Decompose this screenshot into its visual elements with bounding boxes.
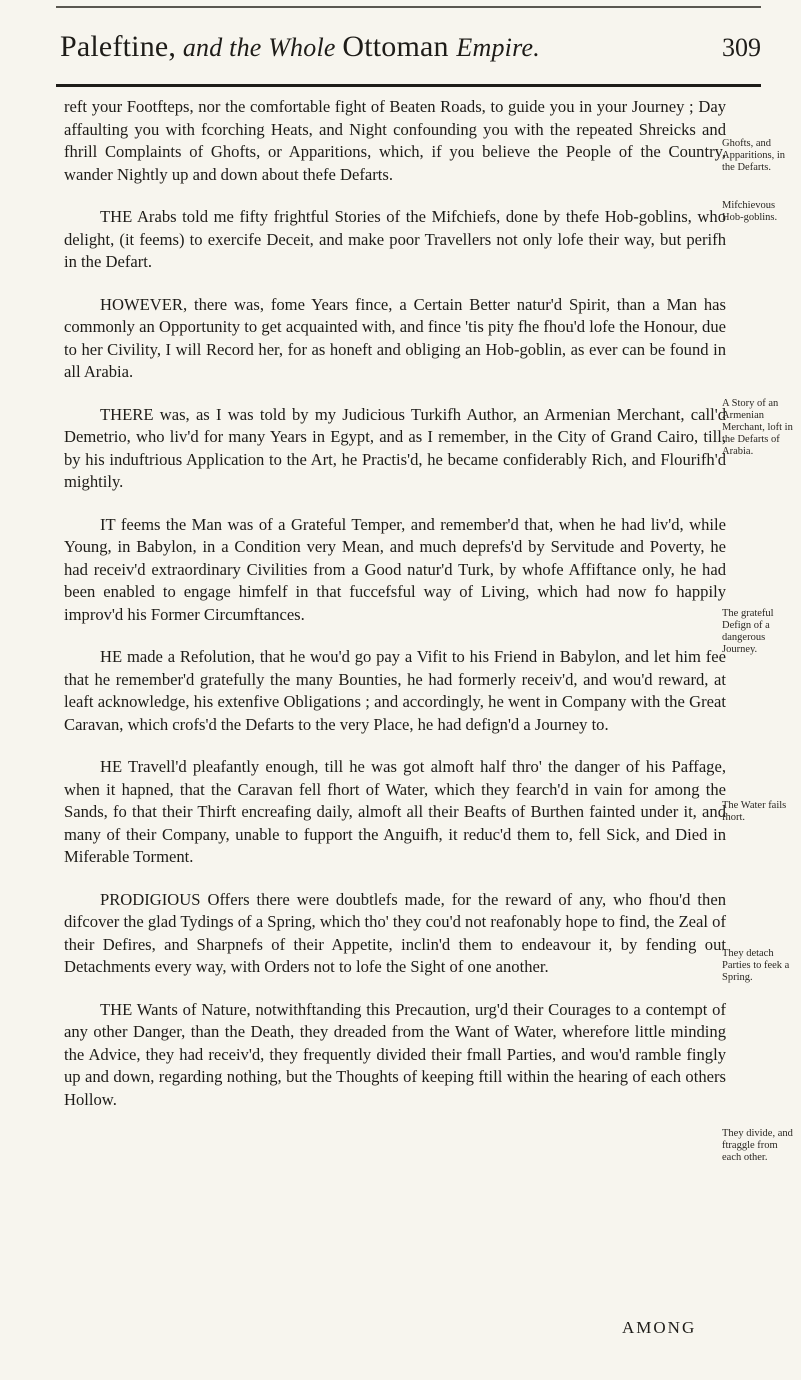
running-head-part: Paleftine, [60, 30, 177, 63]
margin-note: A Story of an Armenian Merchant, loft in the Defarts of Arabia. [722, 398, 793, 457]
page-header [60, 30, 761, 80]
running-head-part: and the Whole [176, 33, 343, 62]
running-head [60, 30, 540, 64]
paragraph: THE Arabs told me fifty frightful Stories of the Mifchiefs, done by thefe Hob-goblins, who delight, (it feems) to exercife Deceit, and make poor Travellers not only lofe their way, but perifh in the Defart. [64, 207, 726, 271]
paragraph: HE Travell'd pleafantly enough, till he was got almoft half thro' the danger of his Paffage, when it hapned, that the Caravan fell fhort of Water, which they fearch'd in vain for among the Sands, fo that their Thirft encreafing daily, almoft all their Beafts of Burthen fainted under it, and many of their Company, unable to fupport the Anguifh, it reduc'd them to, fell Sick, and Died in Miferable Torment. [64, 757, 726, 866]
running-head-part: Ottoman [342, 30, 457, 63]
page-number: 309 [722, 33, 761, 62]
paragraph: IT feems the Man was of a Grateful Temper, and remember'd that, when he had liv'd, while Young, in Babylon, in a Condition very Mean, and much deprefs'd by Servitude and Poverty, he had receiv'd extraordinary Civilities from a Good natur'd Turk, by whofe Affiftance only, he had been enabled to engage himfelf in that fuccefsful way of Living, which had now fo happily improv'd his Former Circumftances. [64, 514, 726, 624]
running-head-part: Empire. [456, 33, 540, 62]
header-rule [56, 84, 761, 87]
margin-note: Ghofts, and Apparitions, in the Defarts. [722, 138, 785, 173]
top-rule [56, 6, 761, 8]
margin-note: The grateful Defign of a dangerous Journey. [722, 608, 774, 655]
margin-note: The Water fails fhort. [722, 800, 787, 823]
paragraph: THE Wants of Nature, notwithftanding this Precaution, urg'd their Courages to a contempt of any other Danger, than the Death, they dreaded from the Want of Water, wherefore little minding the Advice, they had receiv'd, they frequently divided their fmall Parties, and wou'd ramble fingly up and down, regarding nothing, but the Thoughts of keeping ftill within the hearing of each others Hollow. [64, 999, 726, 1109]
paragraph: HOWEVER, there was, fome Years fince, a Certain Better natur'd Spirit, than a Man has commonly an Opportunity to get acquainted with, and fince 'tis pity fhe fhou'd lofe the Honour, due to her Civility, I will Record her, for as honeft and obliging an Hob-goblin, as ever can be found in all Arabia. [64, 294, 726, 381]
margin-note: They divide, and ftraggle from each other. [722, 1128, 793, 1163]
paragraph: PRODIGIOUS Offers there were doubtlefs made, for the reward of any, who fhou'd then difcover the glad Tydings of a Spring, which tho' they cou'd not reafonably hope to find, the Zeal of their Defires, and Sharpnefs of their Appetite, inclin'd them to endeavour it, by fending out Detachments every way, with Orders not to lofe the Sight of one another. [64, 889, 726, 976]
catchword: AMONG [622, 1318, 697, 1337]
text-column [64, 96, 726, 1131]
margin-note: Mifchievous Hob-goblins. [722, 200, 778, 223]
paragraph: HE made a Refolution, that he wou'd go pay a Vifit to his Friend in Babylon, and let him fee that he remember'd gratefully the many Bounties, he had formerly receiv'd, and wou'd reward, at leaft acknowledge, his extenfive Obligations ; and accordingly, he went in Company with the Great Caravan, which crofs'd the Defarts to the very Place, he had defign'd a Journey to. [64, 647, 726, 734]
paragraph: reft your Footfteps, nor the comfortable fight of Beaten Roads, to guide you in your Journey ; Day affaulting you with fcorching Heats, and Night confounding you with the repeated Shreicks and fhrill Complaints of Ghofts, or Apparitions, which, if you believe the People of the Country, wander Nightly up and down about thefe Defarts. [64, 97, 726, 184]
paragraph: THERE was, as I was told by my Judicious Turkifh Author, an Armenian Merchant, call'd Demetrio, who liv'd for many Years in Egypt, and as I remember, in the City of Grand Cairo, till, by his induftrious Application to the Art, he Practis'd, he became confiderably Rich, and Flourifh'd mightily. [64, 404, 726, 491]
margin-note: They detach Parties to feek a Spring. [722, 948, 790, 983]
